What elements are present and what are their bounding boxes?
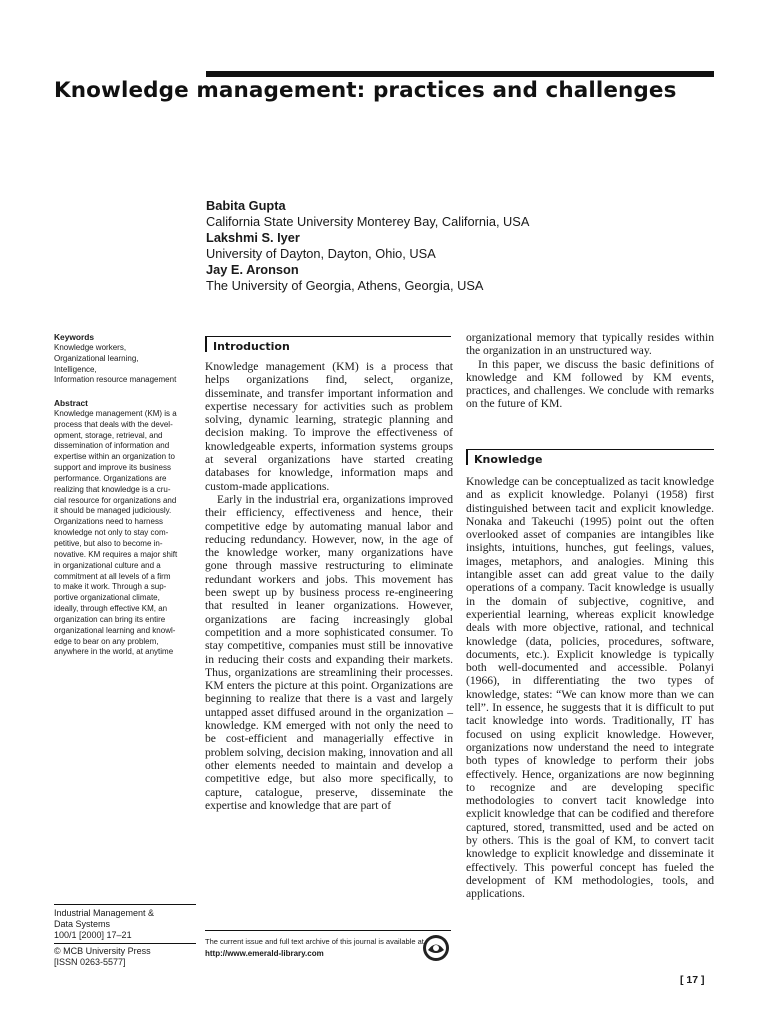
paragraph: Knowledge can be conceptualized as tacit knowledge and as explicit knowledge. Polanyi (1958) first distinguished between tacit and explicit knowledge. Nonaka and Takeuchi (1995) point out the often overlooked asset of companies are intangibles like insights, intuitions, hunches, gut feelings, values, images, metaphors, and analogies. Mining this intangible asset can add great value to the daily operations of a company. Tacit knowledge is usually in the domain of subjective, cognitive, and experiential learning, whereas explicit knowledge deals with more objective, rational, and technical knowledge (data, policies, procedures, software, documents, etc.). Explicit knowledge is typically both well-documented and accessible. Polanyi (1966), in differentiating the two types of knowledge, states: “We can know more than we can tell”. In essence, he suggests that it is difficult to put tacit knowledge into words. Traditionally, IT has focused on using explicit knowledge. However, organizations now understand the need to integrate both types of knowledge to perform their jobs effectively. Hence, organizations are now beginning to recognize and are developing specific methodologies to convert tacit knowledge into explicit knowledge that can be codified and therefore captured, stored, transmitted, used and be acted on by others. This is the goal of KM, to convert tacit knowledge to explicit knowledge and disseminate it effectively. This powerful concept has fueled the development of KM methodologies, tools, and applications. (466, 475, 714, 901)
abstract-line: knowledge not only to stay com- (54, 528, 169, 538)
title-rule (206, 71, 714, 77)
author-affiliation: The University of Georgia, Athens, Georgia, USA (206, 277, 484, 293)
abstract-line: edge to bear on any problem, (54, 636, 159, 646)
keyword-line: Organizational learning, (54, 353, 139, 363)
abstract-body (54, 409, 196, 658)
author-block (206, 198, 716, 293)
journal-line: Industrial Management & (54, 908, 155, 918)
abstract-line: expertise within an organization to (54, 452, 175, 462)
author-name: Jay E. Aronson (206, 261, 299, 277)
page-number: [ 17 ] (680, 974, 705, 986)
journal-archive-note (205, 930, 451, 960)
author-affiliation: California State University Monterey Bay, California, USA (206, 213, 530, 229)
paragraph: Knowledge management (KM) is a process that helps organizations find, select, organize, disseminate, and transfer important information and expertise necessary for activities such as problem solving, dynamic learning, strategic planning and decision making. To improve the effectiveness of knowledgeable experts, information systems groups at several organizations have started creating databases for knowledge, information maps and custom-made applications. (205, 360, 453, 493)
abstract-line: ideally, through effective KM, an (54, 604, 168, 614)
column-1 (205, 360, 453, 812)
knowledge-heading: Knowledge (466, 449, 714, 465)
page-title: Knowledge management: practices and challenges (54, 78, 677, 103)
paragraph: Early in the industrial era, organizations improved their efficiency, effectiveness and hence, their competitive edge by automating manual labor and reducing redundancy. However, now, in the age of the knowledge worker, many organizations have gone through massive restructuring to eliminate redundant workers and jobs. This movement has been swept up by business process re-engineering that resulted in leaner organizations. However, organizations are facing increasingly global competition and a more sophisticated consumer. To stay competitive, companies must still be innovative in reducing their costs and expanding their markets. Thus, organizations are streamlining their processes. KM enters the picture at this point. Organizations are beginning to realize that there is a vast and largely untapped asset diffused around in the organization – knowledge. KM emerged with not only the need to be cost-efficient and managerially effective in problem solving, decision making, innovation and all other elements needed to maintain and develop a competitive edge, but also more specifically, to capture, catalogue, preserve, disseminate the expertise and knowledge that are part of (205, 492, 453, 812)
abstract-line: novative. KM requires a major shift (54, 549, 178, 559)
introduction-heading: Introduction (205, 336, 451, 352)
abstract-line: portive organizational climate, (54, 593, 160, 603)
journal-rule (54, 904, 196, 905)
abstract-line: Knowledge management (KM) is a (54, 408, 177, 418)
keywords-heading: Keywords (54, 332, 95, 342)
abstract-line: process that deals with the devel- (54, 419, 173, 429)
abstract-line: organization can bring its entire (54, 614, 166, 624)
column-2-top (466, 331, 714, 411)
abstract-line: to make it work. Through a sup- (54, 582, 167, 592)
emerald-logo-icon (422, 934, 450, 962)
abstract-line: Organizations need to harness (54, 517, 163, 527)
keyword-line: Intelligence, (54, 364, 97, 374)
column-2-body (466, 475, 714, 901)
publisher: © MCB University Press (54, 946, 151, 956)
author-affiliation: University of Dayton, Dayton, Ohio, USA (206, 245, 436, 261)
journal-line: 100/1 [2000] 17–21 (54, 930, 132, 940)
journal-line: Data Systems (54, 919, 111, 929)
author-name: Babita Gupta (206, 198, 286, 213)
abstract-line: support and improve its business (54, 463, 171, 473)
keyword-line: Information resource management (54, 375, 177, 385)
archive-note-text: The current issue and full text archive of this journal is available at (205, 937, 424, 946)
abstract-line: commitment at all levels of a firm (54, 571, 171, 581)
abstract-block (54, 398, 196, 658)
abstract-line: dissemination of information and (54, 441, 170, 451)
paragraph: In this paper, we discuss the basic definitions of knowledge and KM followed by KM events, practices, and challenges. We conclude with remarks on the future of KM. (466, 357, 714, 411)
journal-info (54, 904, 196, 968)
keyword-line: Knowledge workers, (54, 342, 127, 352)
abstract-line: realizing that knowledge is a cru- (54, 484, 171, 494)
abstract-line: cial resource for organizations and (54, 495, 177, 505)
author-name: Lakshmi S. Iyer (206, 229, 300, 245)
abstract-line: it should be managed judiciously. (54, 506, 172, 516)
abstract-line: petitive, but also to become in- (54, 538, 163, 548)
archive-url[interactable]: http://www.emerald-library.com (205, 949, 324, 958)
issn: [ISSN 0263-5577] (54, 957, 126, 967)
abstract-line: anywhere in the world, at anytime (54, 647, 174, 657)
journal-rule (54, 943, 196, 944)
abstract-line: performance. Organizations are (54, 473, 167, 483)
keywords-block (54, 332, 196, 386)
abstract-line: opment, storage, retrieval, and (54, 430, 163, 440)
paragraph: organizational memory that typically resides within the organization in an unstructured way. (466, 331, 714, 358)
abstract-heading: Abstract (54, 398, 88, 408)
abstract-line: organizational learning and knowl- (54, 625, 176, 635)
abstract-line: in organizational culture and a (54, 560, 161, 570)
